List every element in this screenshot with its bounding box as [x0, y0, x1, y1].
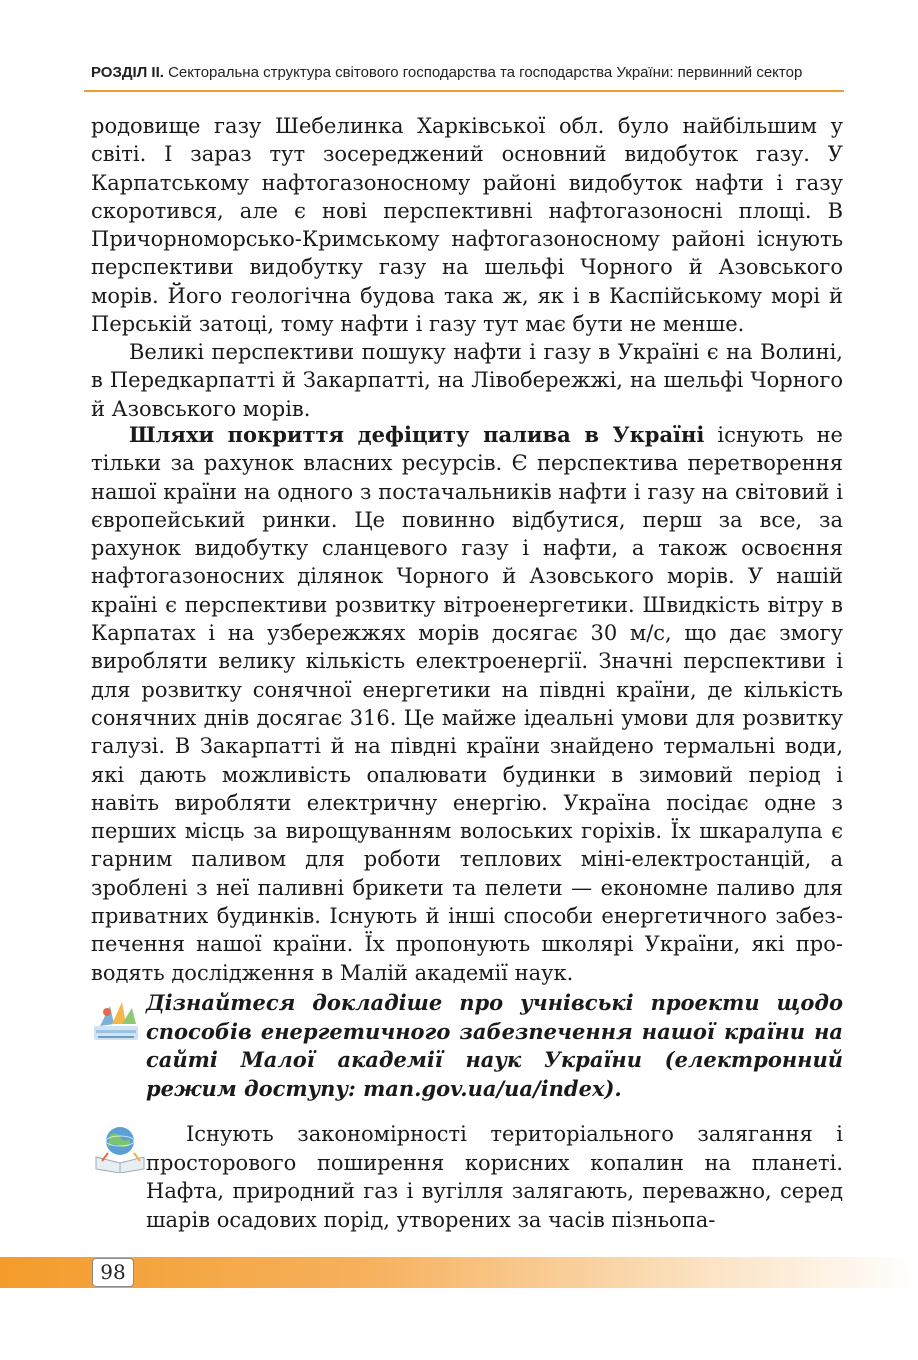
paragraph-1: родовище газу Шебелинка Харківської обл. було найбільшим у світі. І зараз тут зосереджений основний видобуток газу. У Карпатському нафтогазоносному районі видобуток нафти і газу скоротився, але є нові перспективні нафтогазоносні площі. В Причорноморсько-Кримському нафтогазоносному районі існують перспективи видобутку газу на шельфі Чорного й Азовського морів. Його геологічна будова така ж, як і в Каспійському морі й Перській затоці, тому нафти і газу тут має бути не менше. [91, 114, 843, 337]
section-label: РОЗДІЛ II. [91, 64, 164, 81]
page-number: 98 [92, 1258, 134, 1287]
header-divider [84, 90, 844, 92]
paragraph-3-heading: Шляхи покриття дефіциту палива в Україні [129, 422, 705, 447]
research-notes-icon [92, 996, 142, 1046]
paragraph-4: Існують закономірності територіального залягання і просторового поширення корисних копалин на планеті. Нафта, природний газ і вугілля залягають, переважно, серед шарів осадових порід, утворених за часів пізньопа- [146, 1122, 843, 1232]
paragraph-2: Великі перспективи пошуку нафти і газу в Україні є на Волині, в Передкарпатті й Закарпатті, на Лівобережжі, на шельфі Чорного й Азовського морів. [91, 340, 843, 421]
paragraph-3 [91, 421, 843, 987]
running-header [91, 64, 843, 81]
footer-band [0, 1257, 918, 1288]
paragraph-3-body: існують не тільки за рахунок власних ресурсів. Є перспектива перетворення нашої країни на одного з постачальників нафти і газу на світовий і європейський ринки. Це повинно відбутися, перш за все, за рахунок видобутку сланцевого газу і нафти, а також освоєння нафтогазоносних ділянок Чорного й Азовського морів. У нашій країні є перспективи розвитку вітроенергетики. Швидкість вітру в Карпатах і на узбережжях морів досягає 30 м/с, що дає змогу виробляти велику кількість електроенергії. Значні перспективи і для розвитку сонячної енергетики на півдні країни, де кількість сонячних днів досягає 316. Це майже ідеальні умови для розвитку галузі. В Закарпатті й на півдні країни знайдено термальні води, які дають можливість опалювати будинки в зимовий період і навіть виробляти електричну енергію. Україна посідає одне з перших місць за вирощуванням волоських горіхів. Їх шкаралупа є гарним паливом для роботи теплових міні-електростанцій, а зроблені з неї паливні брикети та пелети — економне паливо для приватних будинків. Існують й інші способи енергетичного забезпечення нашої країни. Їх пропонують школярі України, які проводять дослідження в Малій академії наук. [91, 423, 843, 985]
callout-text: Дізнайтеся докладіше про учнівські проекти щодо способів енергетичного забезпечення нашої країни на сайті Малої академії наук України (електронний режим доступу: man.gov.ua/ua/index). [146, 990, 843, 1101]
globe-book-icon [94, 1123, 146, 1173]
section-title: Секторальна структура світового господарства та господарства України: первинний сектор [168, 64, 803, 81]
